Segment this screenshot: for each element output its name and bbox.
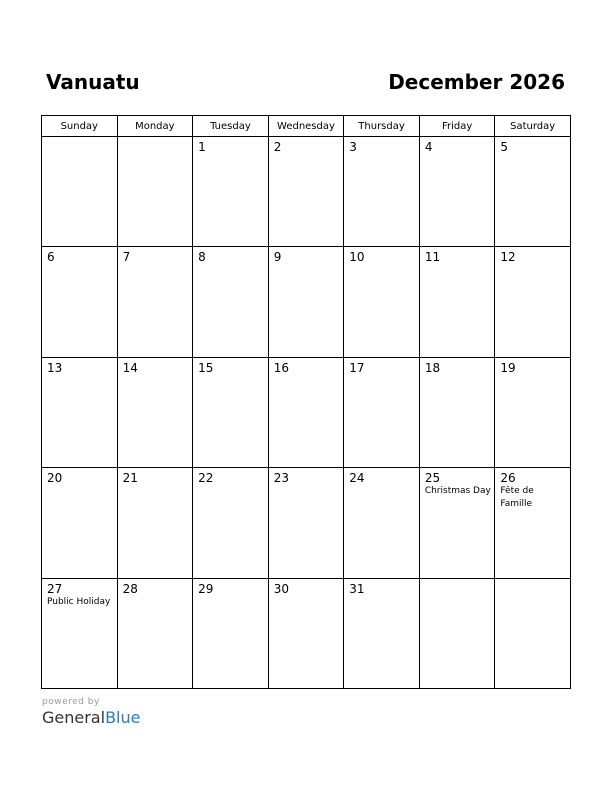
day-number: 25: [424, 471, 441, 486]
day-cell: [268, 357, 344, 467]
day-cell: [419, 357, 495, 467]
weekday-header: Thursday: [344, 116, 420, 137]
holiday-label: Christmas Day: [424, 486, 491, 497]
day-cell: [495, 137, 571, 247]
day-number: 2: [273, 140, 282, 154]
day-cell: [42, 137, 118, 247]
day-cell: [419, 578, 495, 688]
day-number: 27: [47, 581, 63, 596]
footer-branding: [42, 697, 140, 728]
day-cell: [419, 247, 495, 357]
day-cell: [193, 247, 269, 357]
day-cell: [344, 357, 420, 467]
day-number: 17: [349, 360, 365, 375]
day-cell: [117, 137, 193, 247]
day-cell: [268, 137, 344, 247]
day-cell: [42, 247, 118, 357]
day-number: 29: [198, 581, 214, 596]
day-cell: [268, 578, 344, 688]
day-cell: [495, 468, 571, 578]
weekday-header: Saturday: [495, 116, 571, 137]
logo-text-general: General: [42, 708, 106, 727]
day-number: [420, 579, 495, 582]
day-cell: [193, 357, 269, 467]
weekday-header: Wednesday: [268, 116, 344, 137]
powered-by-text: powered by: [42, 697, 100, 707]
day-cell: [42, 578, 118, 688]
day-cell: [42, 468, 118, 578]
weekday-header-row: [42, 116, 571, 137]
weekday-header: Friday: [419, 116, 495, 137]
day-cell: [193, 468, 269, 578]
generalblue-logo[interactable]: [42, 708, 140, 728]
week-row: [42, 578, 571, 688]
day-number: 4: [424, 140, 433, 154]
day-number: 16: [273, 360, 289, 375]
day-number: 18: [424, 360, 441, 375]
day-number: 15: [198, 360, 214, 375]
day-number: 11: [424, 250, 441, 265]
day-number: [495, 579, 570, 582]
day-number: 22: [198, 471, 214, 486]
day-cell: [344, 578, 420, 688]
day-number: 12: [500, 250, 516, 265]
week-row: [42, 247, 571, 357]
day-cell: [495, 247, 571, 357]
day-number: 28: [122, 581, 138, 596]
holiday-label: Fête de Famille: [500, 486, 534, 510]
week-row: [42, 468, 571, 578]
day-cell: [117, 578, 193, 688]
day-cell: [344, 468, 420, 578]
day-number: [118, 137, 193, 140]
month-year-title: December 2026: [388, 70, 565, 94]
day-number: 24: [349, 471, 365, 486]
day-cell: [495, 578, 571, 688]
day-cell: [117, 247, 193, 357]
day-number: 30: [273, 581, 289, 596]
day-cell: [193, 137, 269, 247]
calendar-grid: [41, 115, 571, 689]
day-number: 1: [198, 140, 206, 154]
day-cell: [193, 578, 269, 688]
day-cell: [344, 137, 420, 247]
day-number: 3: [349, 140, 357, 154]
week-row: [42, 357, 571, 467]
day-number: [42, 137, 117, 140]
day-number: 7: [122, 250, 131, 265]
holiday-label: Public Holiday: [47, 596, 111, 607]
day-number: 6: [47, 250, 55, 265]
day-cell: [268, 247, 344, 357]
logo-text-blue: Blue: [105, 708, 141, 727]
day-number: 10: [349, 250, 365, 265]
day-number: 5: [500, 140, 509, 154]
day-cell: [268, 468, 344, 578]
day-number: 21: [122, 471, 138, 486]
day-number: 20: [47, 471, 63, 486]
day-cell: [419, 137, 495, 247]
day-number: 14: [122, 360, 138, 375]
country-title: Vanuatu: [46, 70, 140, 94]
day-cell: [42, 357, 118, 467]
week-row: [42, 137, 571, 247]
day-number: 9: [273, 250, 282, 265]
weekday-header: Monday: [117, 116, 193, 137]
day-number: 23: [273, 471, 289, 486]
day-number: 8: [198, 250, 206, 265]
day-number: 19: [500, 360, 516, 375]
day-cell: [117, 468, 193, 578]
day-number: 13: [47, 360, 63, 375]
day-cell: [117, 357, 193, 467]
day-cell: [344, 247, 420, 357]
day-number: 31: [349, 581, 365, 596]
day-cell: [419, 468, 495, 578]
weekday-header: Tuesday: [193, 116, 269, 137]
day-number: 26: [500, 471, 516, 486]
weekday-header: Sunday: [42, 116, 118, 137]
day-cell: [495, 357, 571, 467]
